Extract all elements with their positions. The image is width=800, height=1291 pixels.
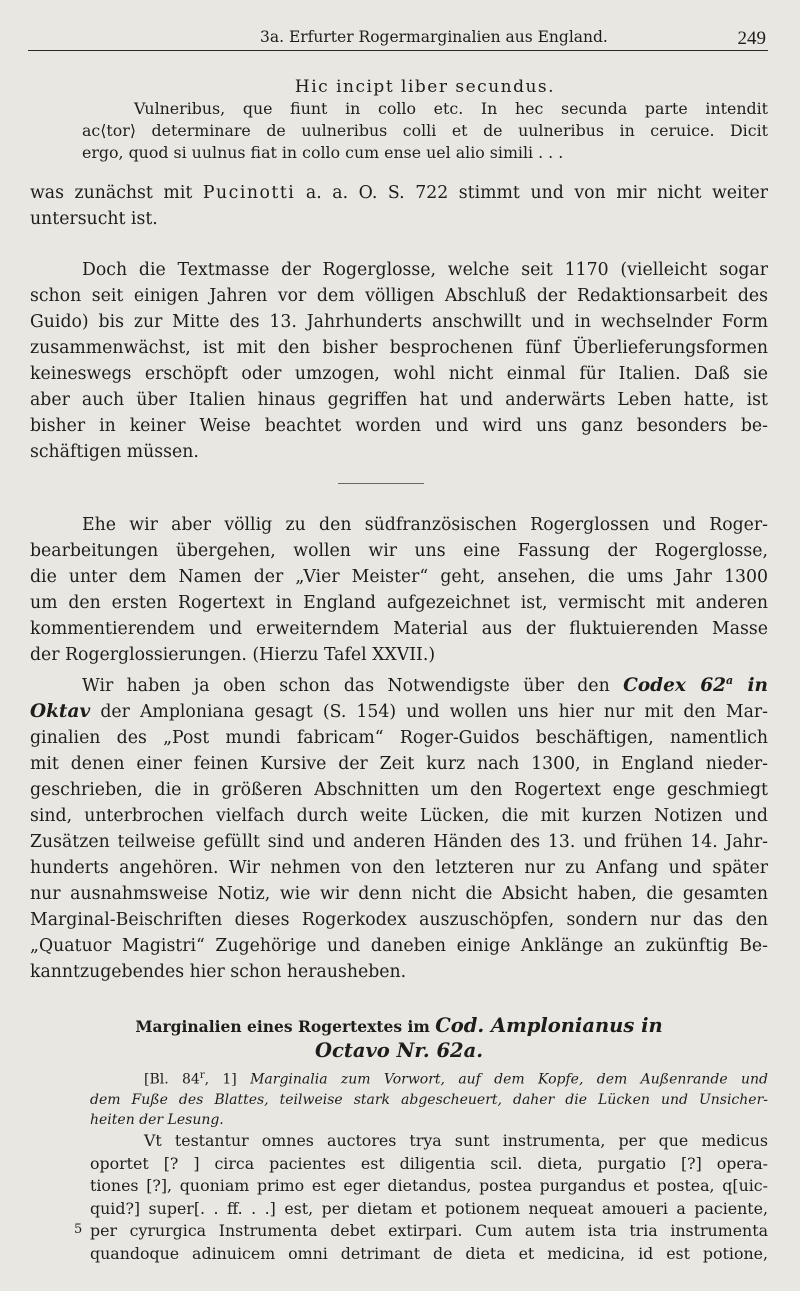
text-line: um den ersten Rogertext in England aufgezeichnet ist, vermischt mit anderen	[30, 593, 768, 613]
section-divider	[338, 483, 424, 484]
text-line: aber auch über Italien hinaus gegriffen hat und anderwärts Leben hatte, ist	[30, 390, 768, 410]
latin-heading: Hic incipt liber secundus.	[294, 77, 556, 97]
latin-line: quandoque adinuicem omni detrimant de dieta et medicina, id est potione,	[90, 1243, 768, 1263]
text-line: bisher in keiner Weise beachtet worden und wird uns ganz besonders be-	[30, 416, 768, 436]
text-line: untersucht ist.	[30, 209, 158, 229]
latin-quote-block	[82, 76, 768, 164]
heading-line: Octavo Nr. 62a.	[314, 1039, 484, 1062]
text-line: Zusätzen teilweise gefüllt sind und anderen Händen des 13. und frühen 14. Jahr-	[30, 831, 768, 852]
editorial-note	[90, 1066, 768, 1130]
page-number: 249	[737, 28, 766, 49]
note-line: heiten der Lesung.	[90, 1111, 224, 1128]
text-line: Ehe wir aber völlig zu den südfranzösischen Rogerglossen und Roger-	[82, 515, 768, 535]
running-title: 3a. Erfurter Rogermarginalien aus England.	[260, 28, 608, 46]
codex-title: Codex 62	[623, 674, 727, 696]
paragraph-pucinotti	[30, 180, 768, 232]
text-line: die unter dem Namen der „Vier Meister“ geht, ansehen, die ums Jahr 1300	[30, 567, 768, 587]
paragraph-ehe	[30, 512, 768, 668]
text-line: der Rogerglossierungen. (Hierzu Tafel XXVII.)	[30, 645, 436, 665]
text-line: bearbeitungen übergehen, wollen wir uns eine Fassung der Rogerglosse,	[30, 541, 768, 561]
heading-line: Marginalien eines Rogertextes im Cod. Amplonianus in	[135, 1014, 663, 1037]
text-line: kanntzugebendes hier schon herausheben.	[30, 961, 407, 982]
latin-line: oportet [? ] circa pacientes est diligentia scil. dieta, purgatio [?] opera-	[90, 1153, 768, 1173]
text-line: Guido) bis zur Mitte des 13. Jahrhunderts anschwillt und in wechselnder Form	[30, 312, 768, 332]
latin-text	[90, 1130, 768, 1265]
running-header	[28, 24, 768, 51]
text-line: ginalien des „Post mundi fabricam“ Roger-Guidos beschäftigen, namentlich	[30, 727, 768, 748]
text-line: hunderts angehören. Wir nehmen von den letzteren nur zu Anfang und später	[30, 857, 768, 878]
latin-line: Vt testantur omnes auctores trya sunt instrumenta, per que medicus	[144, 1131, 768, 1150]
text-line: mit denen einer feinen Kursive der Zeit kurz nach 1300, in England nieder-	[30, 753, 768, 774]
text-line: zusammenwächst, ist mit den bisher besprochenen fünf Überlieferungsformen	[30, 338, 768, 358]
latin-line: ac⟨tor⟩ determinare de uulneribus colli et de uulneribus in ceruice. Dicit	[82, 121, 768, 140]
text-line: „Quatuor Magistri“ Zugehörige und daneben einige Anklänge an zukünftig Be-	[30, 935, 768, 956]
text-line: kommentierendem und erweiterndem Material aus der fluktuierenden Masse	[30, 619, 768, 639]
text-line: schäftigen müssen.	[30, 442, 199, 462]
text-line: Marginal-Beischriften dieses Rogerkodex auszuschöpfen, sondern nur das den	[30, 909, 768, 930]
latin-line: Vulneribus, que fiunt in collo etc. In hec secunda parte intendit	[134, 99, 768, 118]
text-line: nur ausnahmsweise Notiz, wie wir denn nicht die Absicht haben, die gesamten	[30, 883, 768, 904]
line-number: 5	[74, 1222, 83, 1237]
note-line: dem Fuße des Blattes, teilweise stark abgescheuert, daher die Lücken und Unsicher-	[90, 1091, 768, 1108]
text-line: sind, unterbrochen vielfach durch weite Lücken, die mit kurzen Notizen und	[30, 805, 768, 826]
latin-line: quid?] super[. . ff. . .] est, per dietam et potionem nequeat amoueri a paciente,	[90, 1198, 768, 1218]
latin-line: ergo, quod si uulnus fiat in collo cum ense uel alio simili . . .	[82, 143, 564, 162]
latin-line: per cyrurgica Instrumenta debet extirpari. Cum autem ista tria instrumenta	[90, 1221, 768, 1240]
latin-line: tiones [?], quoniam primo est eger dietandus, postea purgandus et postea, q[uic-	[90, 1176, 768, 1195]
text-line: Oktav der Amploniana gesagt (S. 154) und wollen uns hier nur mit den Mar-	[30, 700, 768, 722]
note-line: [Bl. 84$^r$, 1] Marginalia zum Vorwort, auf dem Kopfe, dem Außenrande und	[144, 1070, 768, 1088]
text-line: geschrieben, die in größeren Abschnitten um den Rogertext enge geschmiegt	[30, 779, 768, 800]
section-heading	[30, 1014, 768, 1064]
text-line: was zunächst mit Pucinotti a. a. O. S. 722 stimmt und von mir nicht weiter	[30, 183, 768, 203]
text-line: keineswegs erschöpft oder umzogen, wohl nicht einmal für Italien. Daß sie	[30, 364, 768, 384]
text-line: Doch die Textmasse der Rogerglosse, welche seit 1170 (vielleicht sogar	[82, 260, 768, 280]
paragraph-textmasse	[30, 257, 768, 465]
text-line: Wir haben ja oben schon das Notwendigste über den Codex 62$^a$ in	[82, 674, 768, 696]
text-line: schon seit einigen Jahren vor dem völligen Abschluß der Redaktionsarbeit des	[30, 286, 768, 306]
paragraph-codex	[30, 668, 768, 985]
